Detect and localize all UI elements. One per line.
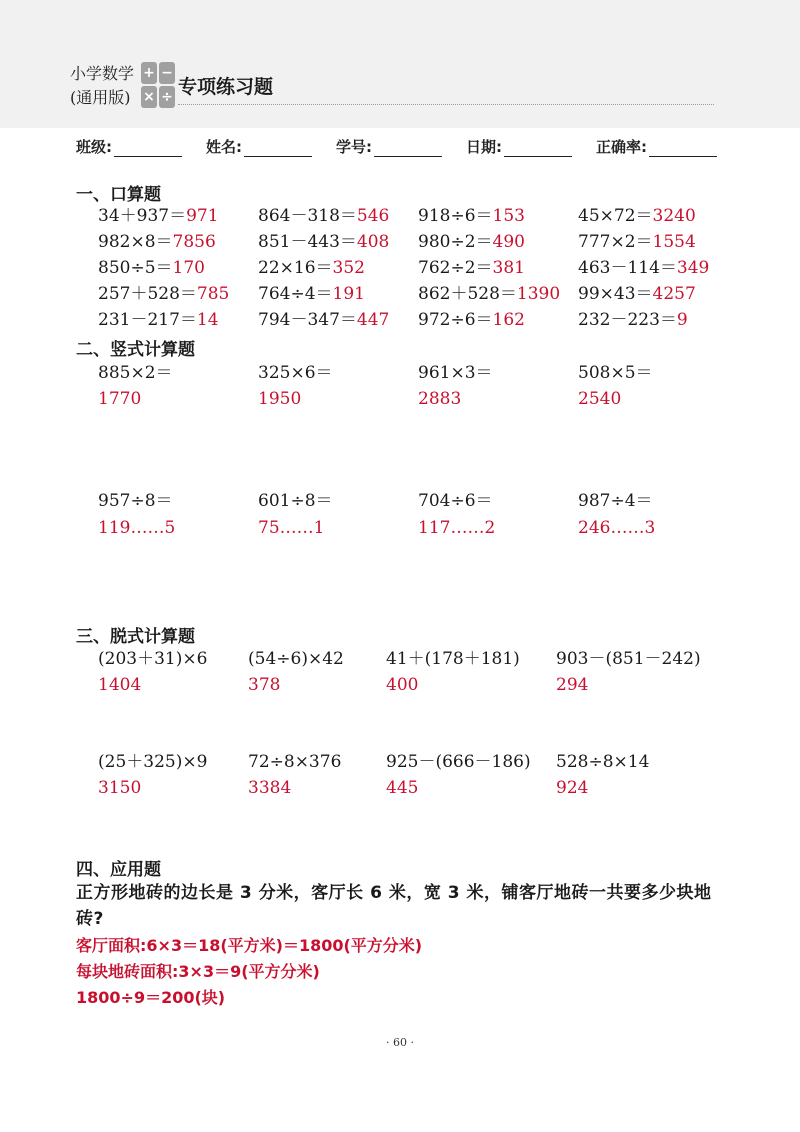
oral-item: 764÷4＝191 [258,284,365,304]
operator-icon [141,62,175,108]
worksheet-title: 专项练习题 [178,76,274,98]
stepwise-answer: 3150 [98,778,142,798]
oral-item: 862＋528＝1390 [418,284,561,304]
oral-item: 851－443＝408 [258,232,390,252]
page-number: · 60 · [386,1036,414,1049]
series-line-1: 小学数学 [70,64,135,83]
stepwise-answer: 924 [556,778,589,798]
vertical-question: 961×3＝ [418,363,493,383]
stepwise-question: 41＋(178＋181) [386,649,520,669]
stepwise-answer: 445 [386,778,419,798]
header-divider [178,104,714,105]
application-problem: 正方形地砖的边长是 3 分米，客厅长 6 米，宽 3 米，铺客厅地砖一共要多少块地砖? [76,883,712,929]
student-id-blank[interactable] [374,142,442,157]
minus-icon: − [159,62,175,84]
name-blank[interactable] [244,142,312,157]
oral-item: 22×16＝352 [258,258,365,278]
oral-item: 34＋937＝971 [98,206,219,226]
vertical-question: 325×6＝ [258,363,333,383]
accuracy-blank[interactable] [649,142,717,157]
oral-item: 918÷6＝153 [418,206,525,226]
times-icon: × [141,86,157,108]
info-date: 日期: [466,136,572,157]
vertical-answer: 2540 [578,389,622,409]
stepwise-question: 528÷8×14 [556,752,650,772]
stepwise-answer: 1404 [98,675,142,695]
class-blank[interactable] [114,142,182,157]
vertical-answer: 246……3 [578,518,656,538]
vertical-question: 704÷6＝ [418,491,493,511]
oral-item: 972÷6＝162 [418,310,525,330]
oral-item: 99×43＝4257 [578,284,696,304]
section-oral-title: 一、口算题 [76,185,161,205]
info-name: 姓名: [206,136,312,157]
solution-line: 客厅面积:6×3＝18(平方米)＝1800(平方分米) [76,936,423,955]
vertical-answer: 1950 [258,389,302,409]
solution-line: 1800÷9＝200(块) [76,988,226,1007]
section-application-title: 四、应用题 [76,860,161,880]
info-student-id: 学号: [336,136,442,157]
vertical-question: 987÷4＝ [578,491,653,511]
info-class: 班级: [76,136,182,157]
oral-item: 762÷2＝381 [418,258,525,278]
stepwise-answer: 378 [248,675,281,695]
vertical-answer: 2883 [418,389,462,409]
series-label [70,62,134,110]
oral-item: 864－318＝546 [258,206,390,226]
oral-item: 982×8＝7856 [98,232,216,252]
vertical-question: 508×5＝ [578,363,653,383]
stepwise-question: 903－(851－242) [556,649,701,669]
vertical-question: 601÷8＝ [258,491,333,511]
vertical-answer: 75……1 [258,518,325,538]
stepwise-question: (54÷6)×42 [248,649,344,669]
divide-icon: ÷ [159,86,175,108]
oral-item: 257＋528＝785 [98,284,230,304]
oral-item: 463－114＝349 [578,258,710,278]
stepwise-answer: 294 [556,675,589,695]
section-vertical-title: 二、竖式计算题 [76,340,195,360]
oral-item: 777×2＝1554 [578,232,696,252]
oral-item: 794－347＝447 [258,310,390,330]
oral-item: 850÷5＝170 [98,258,205,278]
stepwise-question: (25＋325)×9 [98,752,208,772]
vertical-answer: 119……5 [98,518,176,538]
stepwise-answer: 3384 [248,778,292,798]
vertical-question: 885×2＝ [98,363,173,383]
series-line-2: (通用版) [70,88,131,107]
info-accuracy: 正确率: [596,136,717,157]
vertical-answer: 117……2 [418,518,496,538]
stepwise-question: 72÷8×376 [248,752,342,772]
date-blank[interactable] [504,142,572,157]
oral-item: 232－223＝9 [578,310,688,330]
oral-item: 45×72＝3240 [578,206,696,226]
section-stepwise-title: 三、脱式计算题 [76,627,195,647]
stepwise-question: (203＋31)×6 [98,649,208,669]
plus-icon: + [141,62,157,84]
vertical-question: 957÷8＝ [98,491,173,511]
oral-item: 980÷2＝490 [418,232,525,252]
solution-line: 每块地砖面积:3×3＝9(平方分米) [76,962,320,981]
oral-item: 231－217＝14 [98,310,219,330]
vertical-answer: 1770 [98,389,142,409]
stepwise-question: 925－(666－186) [386,752,531,772]
stepwise-answer: 400 [386,675,419,695]
